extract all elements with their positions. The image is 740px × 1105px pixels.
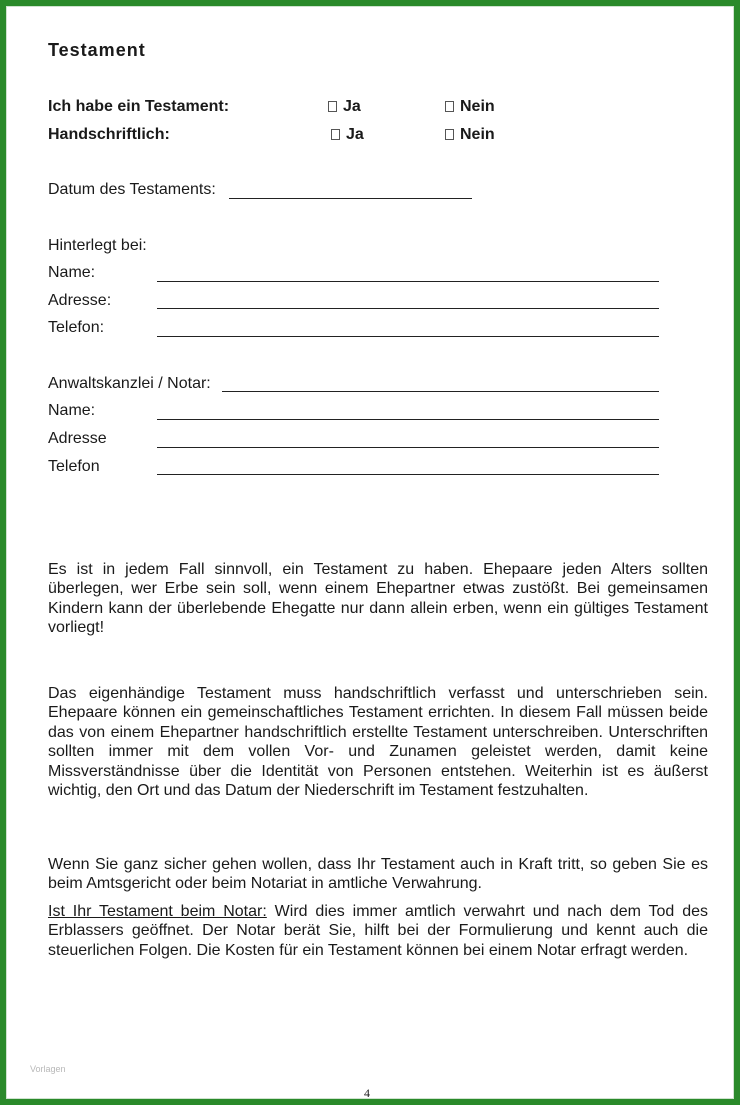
checkbox-icon[interactable] — [328, 101, 337, 112]
question-testament-label: Ich habe ein Testament: — [48, 98, 230, 115]
hinterlegt-adresse-label: Adresse: — [48, 292, 112, 309]
checkbox-icon[interactable] — [445, 129, 454, 140]
page-title: Testament — [48, 40, 146, 60]
anwalt-telefon-label: Telefon — [48, 458, 100, 475]
hinterlegt-heading: Hinterlegt bei: — [48, 237, 147, 254]
hinterlegt-adresse-field[interactable] — [157, 308, 659, 309]
paragraph-sinnvoll: Es ist in jedem Fall sinnvoll, ein Testament zu haben. Ehepaare jeden Alters sollten überlegen, wer Erbe sein soll, wenn einem Ehepartner etwas zustößt. Bei gemeinsamen Kindern kann der überlebende Ehegatte nur dann allein erben, wenn ein gültiges Testament vorliegt! — [48, 561, 708, 637]
anwalt-telefon-field[interactable] — [157, 474, 659, 475]
no-label: Nein — [460, 126, 495, 143]
yes-label: Ja — [343, 98, 361, 115]
paragraph-notar — [48, 902, 708, 960]
yes-label: Ja — [346, 126, 364, 143]
checkbox-icon[interactable] — [331, 129, 340, 140]
anwalt-adresse-field[interactable] — [157, 447, 659, 448]
anwalt-name-label: Name: — [48, 402, 96, 419]
question-handschrift-yes[interactable] — [331, 126, 364, 144]
question-handschrift-label: Handschriftlich: — [48, 126, 170, 143]
notar-lead: Ist Ihr Testament beim Notar: — [48, 903, 267, 920]
question-handschrift-no[interactable] — [445, 126, 495, 144]
watermark-text: Vorlagen — [30, 1064, 66, 1074]
no-label: Nein — [460, 98, 495, 115]
datum-field[interactable] — [229, 198, 472, 199]
notar-text: Wird dies immer amtlich verwahrt und nach dem Tod des Erblassers geöffnet. Der Notar berät Sie, hilft bei der Formulierung und kennt auch die steuerlichen Folgen. Die Kosten für ein Testament können bei einem Notar erfragt werden. — [48, 903, 708, 959]
question-testament-no[interactable] — [445, 98, 495, 116]
datum-label: Datum des Testaments: — [48, 181, 216, 198]
hinterlegt-telefon-field[interactable] — [157, 336, 659, 337]
checkbox-icon[interactable] — [445, 101, 454, 112]
anwalt-name-field[interactable] — [157, 419, 659, 420]
anwalt-adresse-label: Adresse — [48, 430, 107, 447]
hinterlegt-telefon-label: Telefon: — [48, 319, 105, 336]
hinterlegt-name-field[interactable] — [157, 281, 659, 282]
page-number: 4 — [364, 1086, 370, 1100]
paragraph-verwahrung: Wenn Sie ganz sicher gehen wollen, dass Ihr Testament auch in Kraft tritt, so geben Sie es beim Amtsgericht oder beim Notariat in amtliche Verwahrung. — [48, 856, 708, 893]
paragraph-eigenhaendig: Das eigenhändige Testament muss handschriftlich verfasst und unterschrieben sein. Ehepaare können ein gemeinschaftliches Testament errichten. In diesem Fall müssen beide das von einem Ehepartner handschriftlich erstellte Testament unterschreiben. Unterschriften sollten immer mit dem vollen Vor- und Zunamen geleistet werden, damit keine Missverständnisse über die Identität von Personen entstehen. Weiterhin ist es äußerst wichtig, den Ort und das Datum der Niederschrift im Testament festzuhalten. — [48, 685, 708, 800]
anwalt-field[interactable] — [222, 391, 659, 392]
anwalt-heading: Anwaltskanzlei / Notar: — [48, 375, 211, 392]
hinterlegt-name-label: Name: — [48, 264, 96, 281]
question-testament-yes[interactable] — [328, 98, 361, 116]
